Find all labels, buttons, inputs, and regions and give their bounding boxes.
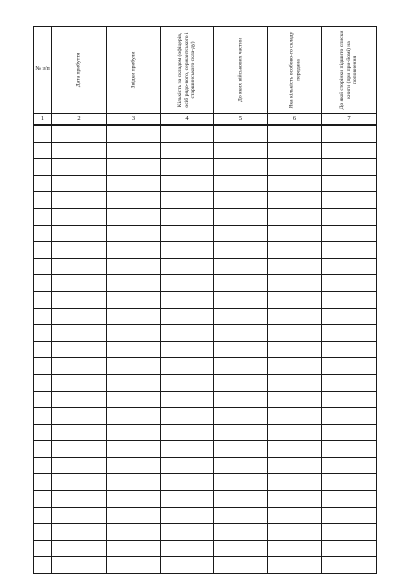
empty-cell [161, 208, 214, 225]
header-cell-arrival-date [52, 27, 107, 114]
empty-cell [161, 391, 214, 408]
table-row [34, 424, 377, 441]
empty-cell [322, 291, 377, 308]
empty-cell [214, 474, 268, 491]
empty-cell [161, 341, 214, 358]
empty-cell [107, 457, 161, 474]
empty-cell [107, 325, 161, 342]
empty-cell [107, 242, 161, 259]
empty-cell [322, 524, 377, 541]
empty-cell [268, 291, 322, 308]
empty-cell [34, 159, 52, 176]
empty-cell [161, 441, 214, 458]
empty-cell [214, 125, 268, 142]
empty-cell [161, 291, 214, 308]
empty-cell [34, 408, 52, 425]
empty-cell [322, 341, 377, 358]
empty-cell [322, 408, 377, 425]
empty-cell [52, 474, 107, 491]
empty-cell [107, 540, 161, 557]
empty-cell [52, 275, 107, 292]
empty-cell [322, 242, 377, 259]
empty-cell [268, 159, 322, 176]
empty-cell [34, 358, 52, 375]
empty-cell [161, 557, 214, 574]
empty-cell [34, 175, 52, 192]
empty-cell [34, 540, 52, 557]
empty-cell [214, 557, 268, 574]
empty-cell [52, 507, 107, 524]
column-number: 7 [322, 114, 377, 126]
empty-cell [161, 408, 214, 425]
empty-cell [268, 325, 322, 342]
empty-cell [34, 142, 52, 159]
empty-cell [34, 225, 52, 242]
empty-cell [214, 507, 268, 524]
empty-cell [214, 192, 268, 209]
empty-cell [107, 358, 161, 375]
empty-cell [107, 225, 161, 242]
column-number: 5 [214, 114, 268, 126]
empty-cell [107, 291, 161, 308]
empty-cell [161, 242, 214, 259]
empty-cell [34, 275, 52, 292]
empty-cell [161, 142, 214, 159]
empty-cell [268, 258, 322, 275]
header-composition-count-label: Кількість за складом (офіцерів, осіб рядо-вого, сержантського і старшинського скла-ду) [176, 32, 197, 108]
empty-cell [107, 374, 161, 391]
table-row [34, 325, 377, 342]
empty-cell [34, 491, 52, 508]
table-row [34, 474, 377, 491]
empty-cell [214, 142, 268, 159]
empty-cell [107, 125, 161, 142]
empty-cell [161, 175, 214, 192]
empty-cell [34, 242, 52, 259]
empty-cell [161, 540, 214, 557]
empty-cell [34, 341, 52, 358]
empty-cell [107, 474, 161, 491]
table-row [34, 225, 377, 242]
empty-cell [268, 507, 322, 524]
table-row [34, 524, 377, 541]
empty-cell [268, 275, 322, 292]
column-number: 3 [107, 114, 161, 126]
table-row [34, 192, 377, 209]
table-row [34, 441, 377, 458]
empty-cell [34, 208, 52, 225]
table-row [34, 391, 377, 408]
empty-cell [214, 441, 268, 458]
empty-cell [52, 291, 107, 308]
table-row [34, 142, 377, 159]
empty-cell [268, 491, 322, 508]
empty-cell [107, 208, 161, 225]
empty-cell [52, 308, 107, 325]
table-row [34, 208, 377, 225]
empty-cell [322, 325, 377, 342]
empty-cell [322, 374, 377, 391]
empty-cell [52, 491, 107, 508]
empty-cell [107, 507, 161, 524]
table-row [34, 291, 377, 308]
empty-cell [322, 507, 377, 524]
header-cell-transferred-count [268, 27, 322, 114]
empty-cell [322, 159, 377, 176]
empty-cell [268, 391, 322, 408]
table-row [34, 540, 377, 557]
empty-cell [214, 358, 268, 375]
empty-cell [214, 491, 268, 508]
table-row [34, 507, 377, 524]
empty-cell [107, 524, 161, 541]
empty-cell [268, 441, 322, 458]
header-number-label: № з/п [35, 66, 50, 73]
empty-cell [161, 125, 214, 142]
empty-cell [52, 374, 107, 391]
empty-cell [268, 374, 322, 391]
empty-cell [161, 457, 214, 474]
empty-cell [214, 159, 268, 176]
header-cell-destination-units [214, 27, 268, 114]
empty-cell [161, 491, 214, 508]
header-cell-number [34, 27, 52, 114]
empty-cell [34, 524, 52, 541]
empty-cell [268, 175, 322, 192]
empty-cell [322, 457, 377, 474]
empty-cell [268, 208, 322, 225]
table-row [34, 125, 377, 142]
header-destination-units-label: До яких військових частин [237, 38, 244, 102]
empty-cell [268, 408, 322, 425]
empty-cell [34, 424, 52, 441]
empty-cell [161, 374, 214, 391]
empty-cell [214, 341, 268, 358]
empty-cell [268, 474, 322, 491]
empty-cell [214, 424, 268, 441]
empty-cell [52, 258, 107, 275]
empty-cell [52, 325, 107, 342]
empty-cell [34, 457, 52, 474]
empty-cell [34, 308, 52, 325]
empty-cell [107, 159, 161, 176]
header-origin-label: Звідки прибули [130, 51, 137, 89]
empty-cell [322, 192, 377, 209]
empty-cell [161, 325, 214, 342]
empty-cell [161, 275, 214, 292]
empty-cell [107, 491, 161, 508]
empty-cell [34, 441, 52, 458]
empty-cell [214, 308, 268, 325]
column-number-row [34, 114, 377, 126]
table-row [34, 374, 377, 391]
empty-cell [34, 192, 52, 209]
empty-cell [107, 557, 161, 574]
empty-cell [52, 208, 107, 225]
empty-cell [214, 242, 268, 259]
empty-cell [322, 540, 377, 557]
empty-cell [268, 358, 322, 375]
empty-cell [34, 125, 52, 142]
empty-cell [34, 325, 52, 342]
table-row [34, 408, 377, 425]
empty-cell [322, 125, 377, 142]
column-number: 1 [34, 114, 52, 126]
column-number: 4 [161, 114, 214, 126]
empty-cell [107, 142, 161, 159]
empty-cell [268, 192, 322, 209]
empty-cell [52, 441, 107, 458]
column-number: 2 [52, 114, 107, 126]
table-row [34, 341, 377, 358]
empty-cell [52, 408, 107, 425]
register-table [33, 26, 377, 574]
empty-cell [52, 192, 107, 209]
empty-cell [161, 524, 214, 541]
empty-cell [107, 441, 161, 458]
empty-cell [34, 258, 52, 275]
empty-cell [214, 391, 268, 408]
empty-cell [107, 192, 161, 209]
empty-cell [268, 424, 322, 441]
empty-cell [52, 225, 107, 242]
empty-cell [161, 192, 214, 209]
empty-cell [214, 524, 268, 541]
header-page-reference-label: До якої сторінки підшито списки книги (при при-йомі) на поповнення [338, 30, 359, 110]
table-row [34, 457, 377, 474]
empty-cell [322, 275, 377, 292]
empty-cell [214, 208, 268, 225]
table-row [34, 175, 377, 192]
table-row [34, 275, 377, 292]
empty-cell [268, 557, 322, 574]
empty-cell [161, 474, 214, 491]
empty-cell [161, 424, 214, 441]
empty-cell [214, 291, 268, 308]
empty-cell [34, 391, 52, 408]
empty-cell [322, 258, 377, 275]
empty-cell [52, 125, 107, 142]
empty-cell [268, 457, 322, 474]
empty-cell [161, 159, 214, 176]
empty-cell [34, 507, 52, 524]
header-arrival-date-label: Дата прибуття [75, 52, 82, 88]
empty-cell [322, 308, 377, 325]
empty-cell [268, 142, 322, 159]
empty-cell [214, 457, 268, 474]
empty-cell [268, 341, 322, 358]
empty-cell [268, 225, 322, 242]
empty-cell [107, 258, 161, 275]
empty-cell [322, 474, 377, 491]
table-row [34, 358, 377, 375]
empty-cell [268, 125, 322, 142]
table-row [34, 258, 377, 275]
empty-cell [52, 457, 107, 474]
header-row [34, 27, 377, 114]
empty-cell [107, 275, 161, 292]
empty-cell [52, 391, 107, 408]
table-row [34, 159, 377, 176]
empty-cell [107, 175, 161, 192]
empty-cell [322, 142, 377, 159]
table-row [34, 308, 377, 325]
empty-cell [107, 391, 161, 408]
empty-cell [322, 358, 377, 375]
empty-cell [322, 391, 377, 408]
empty-cell [214, 258, 268, 275]
empty-cell [34, 291, 52, 308]
empty-cell [322, 175, 377, 192]
empty-cell [52, 524, 107, 541]
empty-cell [322, 424, 377, 441]
empty-cell [214, 540, 268, 557]
empty-cell [268, 308, 322, 325]
register-body [34, 125, 377, 574]
empty-cell [34, 557, 52, 574]
empty-cell [107, 408, 161, 425]
empty-cell [214, 374, 268, 391]
empty-cell [107, 424, 161, 441]
header-cell-page-reference [322, 27, 377, 114]
empty-cell [161, 225, 214, 242]
column-number: 6 [268, 114, 322, 126]
empty-cell [214, 408, 268, 425]
empty-cell [214, 175, 268, 192]
empty-cell [52, 557, 107, 574]
table-row [34, 491, 377, 508]
empty-cell [34, 374, 52, 391]
header-cell-composition-count [161, 27, 214, 114]
empty-cell [161, 308, 214, 325]
empty-cell [34, 474, 52, 491]
empty-cell [52, 341, 107, 358]
empty-cell [161, 258, 214, 275]
empty-cell [52, 175, 107, 192]
empty-cell [52, 424, 107, 441]
empty-cell [322, 491, 377, 508]
empty-cell [268, 524, 322, 541]
empty-cell [52, 159, 107, 176]
empty-cell [214, 325, 268, 342]
empty-cell [214, 275, 268, 292]
empty-cell [322, 208, 377, 225]
header-cell-origin [107, 27, 161, 114]
empty-cell [161, 507, 214, 524]
empty-cell [161, 358, 214, 375]
empty-cell [214, 225, 268, 242]
header-transferred-count-label: Яка кількість особово-го складу передана [287, 31, 301, 109]
empty-cell [268, 242, 322, 259]
table-row [34, 557, 377, 574]
empty-cell [107, 341, 161, 358]
empty-cell [107, 308, 161, 325]
empty-cell [268, 540, 322, 557]
empty-cell [52, 142, 107, 159]
table-row [34, 242, 377, 259]
empty-cell [322, 557, 377, 574]
empty-cell [52, 242, 107, 259]
empty-cell [322, 225, 377, 242]
empty-cell [52, 540, 107, 557]
empty-cell [52, 358, 107, 375]
empty-cell [322, 441, 377, 458]
